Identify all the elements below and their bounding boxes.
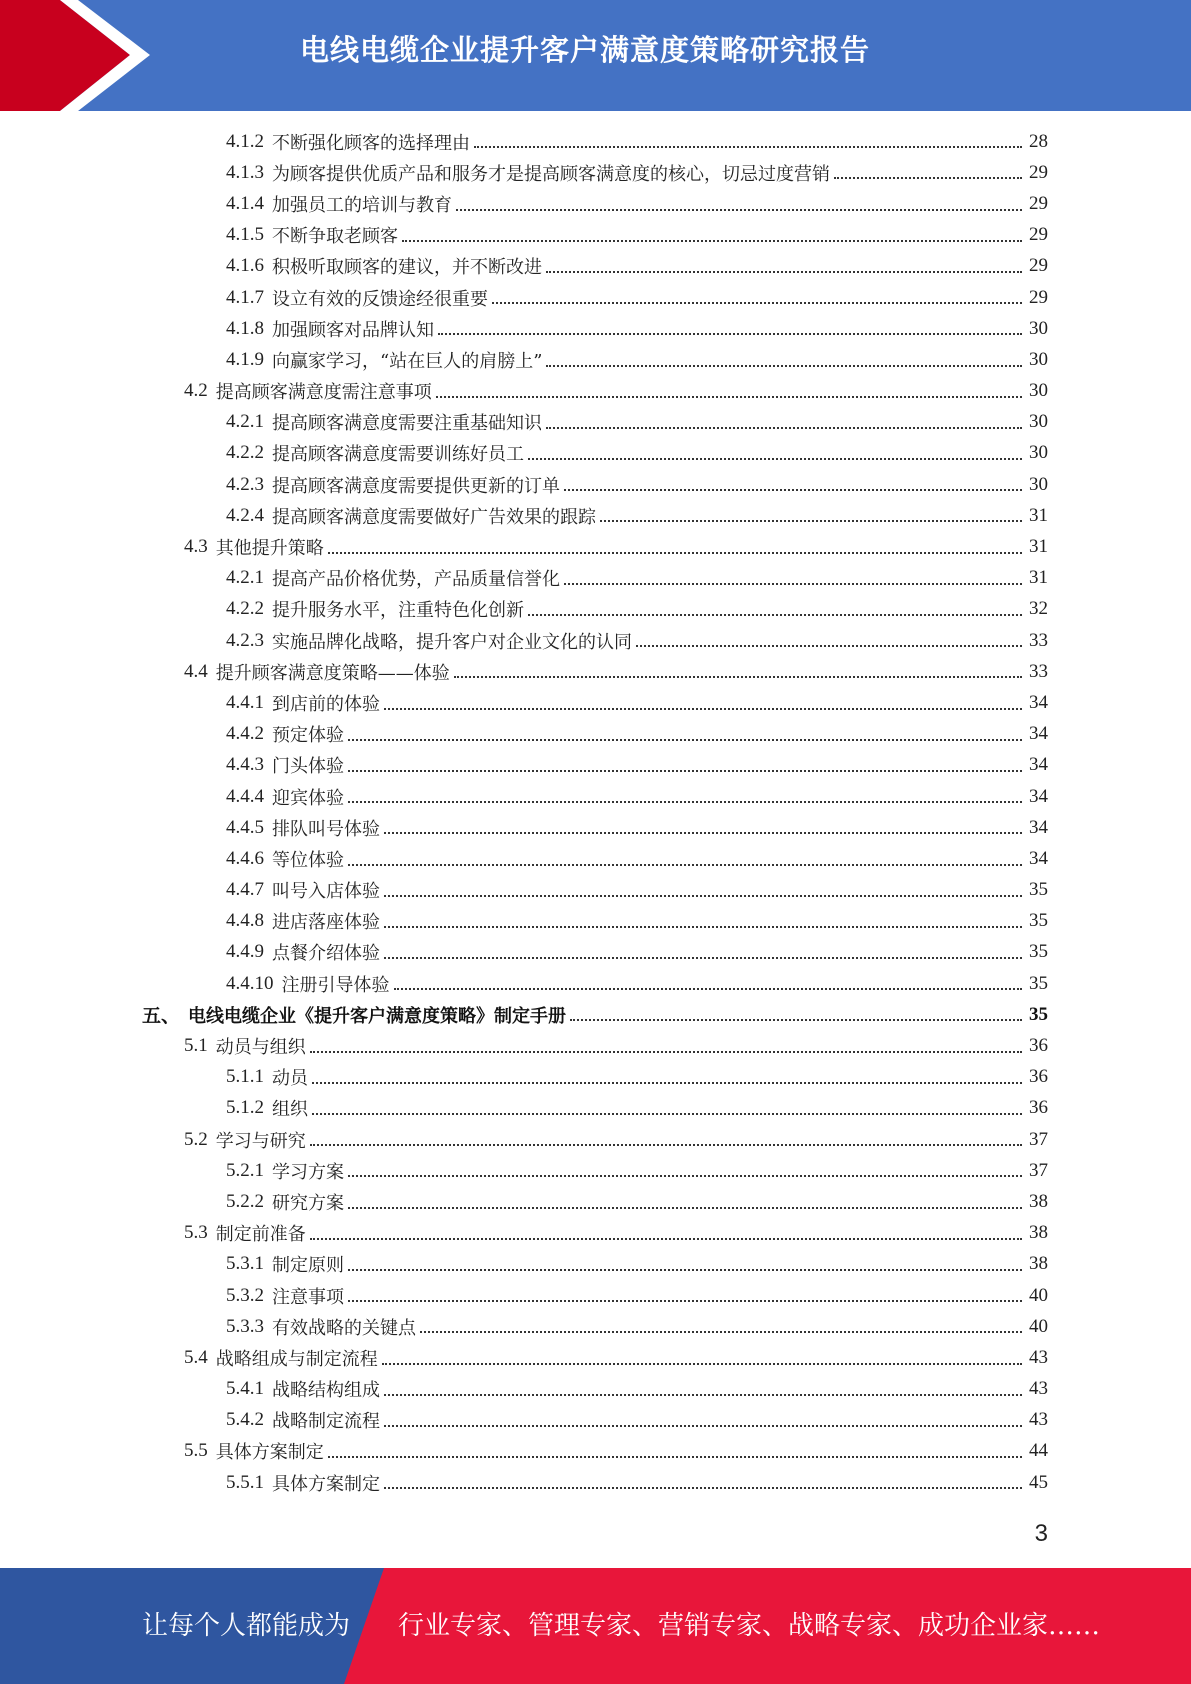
toc-entry-page: 38	[1029, 1253, 1048, 1275]
toc-entry[interactable]	[0, 625, 1191, 656]
toc-dot-leader	[436, 395, 1022, 398]
toc-entry-number: 4.1.5	[226, 224, 264, 246]
toc-entry-title: 实施品牌化战略，提升客户对企业文化的认同	[272, 631, 632, 653]
toc-entry-page: 33	[1029, 629, 1048, 651]
toc-dot-leader	[564, 488, 1022, 491]
toc-entry-title: 战略结构组成	[272, 1380, 380, 1402]
toc-entry-number: 4.4.5	[226, 816, 264, 838]
toc-entry-page: 35	[1029, 972, 1048, 994]
toc-entry-number: 5.3.1	[226, 1253, 264, 1275]
toc-dot-leader	[384, 925, 1022, 928]
toc-entry-page: 35	[1029, 941, 1048, 963]
toc-entry[interactable]	[0, 750, 1191, 781]
toc-entry[interactable]	[0, 438, 1191, 469]
toc-entry-title: 不断争取老顾客	[272, 226, 398, 248]
toc-entry-title: 点餐介绍体验	[272, 943, 380, 965]
toc-entry[interactable]	[0, 1093, 1191, 1124]
toc-entry-number: 5.2.2	[226, 1190, 264, 1212]
toc-entry[interactable]	[0, 282, 1191, 313]
toc-entry-page: 43	[1029, 1409, 1048, 1431]
toc-entry-number: 4.2.3	[226, 473, 264, 495]
toc-entry[interactable]	[0, 251, 1191, 282]
toc-entry[interactable]	[0, 781, 1191, 812]
toc-dot-leader	[328, 1455, 1022, 1458]
toc-entry-page: 40	[1029, 1284, 1048, 1306]
toc-entry-page: 30	[1029, 317, 1048, 339]
toc-entry[interactable]	[0, 157, 1191, 188]
toc-dot-leader	[528, 457, 1022, 460]
toc-entry-title: 为顾客提供优质产品和服务才是提高顾客满意度的核心，切忌过度营销	[272, 163, 830, 185]
toc-entry-number: 4.2.2	[226, 442, 264, 464]
toc-dot-leader	[834, 176, 1022, 179]
toc-entry-number: 5.5.1	[226, 1471, 264, 1493]
toc-entry-page: 30	[1029, 348, 1048, 370]
toc-entry[interactable]	[0, 407, 1191, 438]
toc-entry-page: 36	[1029, 1035, 1048, 1057]
toc-entry-number: 5.3	[184, 1222, 208, 1244]
toc-entry[interactable]	[0, 188, 1191, 219]
toc-entry[interactable]	[0, 1374, 1191, 1405]
toc-entry-number: 4.2.1	[226, 411, 264, 433]
toc-dot-leader	[382, 1362, 1022, 1365]
toc-entry[interactable]	[0, 875, 1191, 906]
toc-entry[interactable]	[0, 563, 1191, 594]
toc-entry[interactable]	[0, 1155, 1191, 1186]
toc-entry-page: 38	[1029, 1190, 1048, 1212]
toc-dot-leader	[348, 800, 1022, 803]
toc-entry-number: 4.4.4	[226, 785, 264, 807]
toc-entry-page: 34	[1029, 816, 1048, 838]
toc-entry-number: 4.4.6	[226, 847, 264, 869]
toc-entry-page: 45	[1029, 1471, 1048, 1493]
toc-dot-leader	[454, 675, 1022, 678]
toc-entry-title: 提高顾客满意度需要注重基础知识	[272, 413, 542, 435]
toc-dot-leader	[384, 1424, 1022, 1427]
toc-entry-number: 4.4.7	[226, 879, 264, 901]
toc-entry-number: 5.3.3	[226, 1315, 264, 1337]
toc-entry-title: 研究方案	[272, 1192, 344, 1214]
toc-entry-title: 等位体验	[272, 849, 344, 871]
toc-entry-number: 5.1	[184, 1035, 208, 1057]
toc-entry-number: 4.4.1	[226, 691, 264, 713]
footer-slogan-left: 让每个人都能成为	[142, 1611, 351, 1641]
toc-dot-leader	[570, 1018, 1022, 1021]
toc-entry-page: 29	[1029, 286, 1048, 308]
document-title: 电线电缆企业提升客户满意度策略研究报告	[300, 33, 871, 67]
toc-entry-page: 29	[1029, 224, 1048, 246]
toc-entry-title: 学习与研究	[215, 1130, 306, 1152]
header-arrow-decoration	[0, 0, 160, 111]
toc-entry-title: 积极听取顾客的建议，并不断改进	[272, 257, 542, 279]
toc-entry-number: 5.4	[184, 1346, 208, 1368]
toc-entry-title: 提升顾客满意度策略——体验	[215, 662, 450, 684]
toc-entry-number: 4.1.4	[226, 192, 264, 214]
toc-entry-number: 5.4.1	[226, 1378, 264, 1400]
toc-entry-page: 29	[1029, 161, 1048, 183]
toc-entry-number: 5.3.2	[226, 1284, 264, 1306]
toc-entry-page: 36	[1029, 1066, 1048, 1088]
toc-entry-number: 5.2.1	[226, 1159, 264, 1181]
toc-entry-title: 学习方案	[272, 1161, 344, 1183]
toc-entry-number: 4.4.9	[226, 941, 264, 963]
toc-entry-page: 31	[1029, 536, 1048, 558]
toc-entry-page: 34	[1029, 754, 1048, 776]
toc-entry-number: 4.2	[184, 380, 208, 402]
toc-entry-page: 34	[1029, 691, 1048, 713]
toc-dot-leader	[384, 1393, 1022, 1396]
toc-dot-leader	[348, 863, 1022, 866]
toc-dot-leader	[348, 769, 1022, 772]
toc-dot-leader	[348, 738, 1022, 741]
toc-entry-title: 其他提升策略	[215, 538, 324, 560]
toc-entry-number: 5.1.1	[226, 1066, 264, 1088]
toc-entry-number: 4.4.3	[226, 754, 264, 776]
toc-entry-page: 29	[1029, 192, 1048, 214]
toc-entry-title: 门头体验	[272, 756, 344, 778]
toc-entry-page: 36	[1029, 1097, 1048, 1119]
toc-entry-title: 向赢家学习，“站在巨人的肩膀上”	[272, 350, 543, 372]
toc-entry-page: 30	[1029, 380, 1048, 402]
toc-entry[interactable]	[0, 719, 1191, 750]
toc-entry-title: 到店前的体验	[272, 693, 380, 715]
toc-entry-title: 组织	[272, 1099, 308, 1121]
toc-entry-title: 有效战略的关键点	[272, 1317, 416, 1339]
toc-dot-leader	[312, 1112, 1022, 1115]
toc-entry-title: 加强顾客对品牌认知	[272, 319, 434, 341]
toc-entry-page: 30	[1029, 473, 1048, 495]
toc-entry-title: 战略组成与制定流程	[215, 1348, 378, 1370]
toc-dot-leader	[384, 956, 1022, 959]
toc-entry[interactable]	[0, 1124, 1191, 1155]
toc-entry-title: 提升服务水平，注重特色化创新	[272, 600, 524, 622]
toc-dot-leader	[384, 1486, 1022, 1489]
toc-entry-number: 4.4.2	[226, 723, 264, 745]
toc-entry-title: 注意事项	[272, 1286, 344, 1308]
toc-entry-page: 43	[1029, 1346, 1048, 1368]
page-header	[0, 0, 1191, 111]
toc-entry-page: 35	[1029, 910, 1048, 932]
toc-entry[interactable]	[0, 1030, 1191, 1061]
toc-dot-leader	[328, 551, 1022, 554]
toc-entry-number: 5.2	[184, 1128, 208, 1150]
toc-entry-page: 35	[1029, 1003, 1048, 1025]
toc-entry-number: 4.1.8	[226, 317, 264, 339]
toc-dot-leader	[384, 894, 1022, 897]
toc-entry-title: 设立有效的反馈途经很重要	[272, 288, 488, 310]
toc-dot-leader	[312, 1081, 1022, 1084]
toc-entry-page: 43	[1029, 1378, 1048, 1400]
toc-entry[interactable]	[0, 1311, 1191, 1342]
toc-entry[interactable]	[0, 500, 1191, 531]
toc-dot-leader	[310, 1050, 1022, 1053]
toc-dot-leader	[348, 1206, 1022, 1209]
toc-entry-page: 31	[1029, 504, 1048, 526]
toc-entry-title: 战略制定流程	[272, 1411, 380, 1433]
toc-entry-page: 37	[1029, 1128, 1048, 1150]
toc-entry-number: 4.2.4	[226, 504, 264, 526]
toc-entry[interactable]	[0, 843, 1191, 874]
toc-entry-number: 5.4.2	[226, 1409, 264, 1431]
toc-entry-title: 制定原则	[272, 1255, 344, 1277]
toc-dot-leader	[348, 1299, 1022, 1302]
toc-entry[interactable]	[0, 1280, 1191, 1311]
toc-entry-title: 动员与组织	[215, 1037, 306, 1059]
toc-entry-number: 五、	[142, 1006, 181, 1028]
toc-entry-title: 预定体验	[272, 725, 344, 747]
toc-entry-page: 31	[1029, 567, 1048, 589]
footer-slogan-right: 行业专家、管理专家、营销专家、战略专家、成功企业家……	[398, 1611, 1101, 1641]
toc-entry-number: 4.1.7	[226, 286, 264, 308]
toc-entry-page: 38	[1029, 1222, 1048, 1244]
toc-entry[interactable]	[0, 1062, 1191, 1093]
toc-entry-title: 具体方案制定	[215, 1442, 324, 1464]
toc-dot-leader	[546, 364, 1022, 367]
toc-entry-number: 4.2.2	[226, 598, 264, 620]
toc-entry-number: 4.1.6	[226, 255, 264, 277]
toc-dot-leader	[384, 831, 1022, 834]
toc-entry-number: 4.1.9	[226, 348, 264, 370]
toc-dot-leader	[546, 270, 1022, 273]
toc-dot-leader	[394, 987, 1023, 990]
toc-entry[interactable]	[0, 313, 1191, 344]
toc-entry-title: 迎宾体验	[272, 787, 344, 809]
page-footer	[0, 1568, 1191, 1684]
toc-entry-page: 33	[1029, 660, 1048, 682]
toc-entry-number: 4.2.3	[226, 629, 264, 651]
toc-entry[interactable]	[0, 1342, 1191, 1373]
toc-entry-page: 30	[1029, 411, 1048, 433]
toc-entry-page: 29	[1029, 255, 1048, 277]
toc-entry-number: 4.4	[184, 660, 208, 682]
toc-entry-title: 注册引导体验	[281, 974, 390, 996]
toc-entry[interactable]	[0, 656, 1191, 687]
toc-entry-title: 制定前准备	[215, 1224, 306, 1246]
toc-dot-leader	[528, 613, 1022, 616]
toc-entry[interactable]	[0, 594, 1191, 625]
toc-dot-leader	[474, 145, 1022, 148]
toc-entry-number: 4.1.2	[226, 130, 264, 152]
toc-entry-page: 35	[1029, 879, 1048, 901]
toc-entry[interactable]	[0, 126, 1191, 157]
toc-entry[interactable]	[0, 1405, 1191, 1436]
toc-entry-page: 37	[1029, 1159, 1048, 1181]
toc-entry-number: 4.3	[184, 536, 208, 558]
toc-entry[interactable]	[0, 1249, 1191, 1280]
page-number: 3	[1034, 1520, 1048, 1547]
toc-entry-number: 5.5	[184, 1440, 208, 1462]
toc-entry-title: 进店落座体验	[272, 912, 380, 934]
toc-entry[interactable]	[0, 1186, 1191, 1217]
toc-entry-page: 34	[1029, 785, 1048, 807]
toc-dot-leader	[402, 239, 1022, 242]
toc-entry[interactable]	[0, 687, 1191, 718]
toc-dot-leader	[310, 1237, 1022, 1240]
toc-entry-title: 具体方案制定	[272, 1473, 380, 1495]
toc-entry-number: 5.1.2	[226, 1097, 264, 1119]
toc-entry-title: 提高顾客满意度需要做好广告效果的跟踪	[272, 506, 596, 528]
toc-entry-title: 加强员工的培训与教育	[272, 194, 452, 216]
toc-entry[interactable]	[0, 220, 1191, 251]
toc-dot-leader	[600, 519, 1022, 522]
toc-entry-title: 提高顾客满意度需要训练好员工	[272, 444, 524, 466]
toc-dot-leader	[492, 301, 1022, 304]
toc-entry-number: 4.2.1	[226, 567, 264, 589]
toc-entry-page: 30	[1029, 442, 1048, 464]
toc-entry-page: 34	[1029, 723, 1048, 745]
toc-dot-leader	[438, 332, 1022, 335]
toc-entry[interactable]	[0, 344, 1191, 375]
toc-entry[interactable]	[0, 937, 1191, 968]
toc-dot-leader	[564, 582, 1022, 585]
toc-dot-leader	[348, 1268, 1022, 1271]
toc-entry-number: 4.4.10	[226, 972, 274, 994]
toc-entry-number: 4.1.3	[226, 161, 264, 183]
toc-dot-leader	[636, 644, 1022, 647]
toc-entry-title: 提高顾客满意度需要提供更新的订单	[272, 475, 560, 497]
toc-entry[interactable]	[0, 1218, 1191, 1249]
toc-entry-page: 40	[1029, 1315, 1048, 1337]
toc-dot-leader	[546, 426, 1022, 429]
toc-entry[interactable]	[0, 531, 1191, 562]
toc-entry-title: 电线电缆企业《提升客户满意度策略》制定手册	[188, 1005, 567, 1027]
toc-entry-title: 排队叫号体验	[272, 818, 380, 840]
toc-entry[interactable]	[0, 999, 1191, 1030]
toc-entry-title: 叫号入店体验	[272, 881, 380, 903]
toc-entry-title: 动员	[272, 1068, 308, 1090]
toc-entry-page: 28	[1029, 130, 1048, 152]
toc-dot-leader	[456, 208, 1022, 211]
toc-entry[interactable]	[0, 968, 1191, 999]
toc-entry[interactable]	[0, 812, 1191, 843]
toc-dot-leader	[348, 1174, 1022, 1177]
toc-entry[interactable]	[0, 1467, 1191, 1498]
toc-entry-page: 32	[1029, 598, 1048, 620]
toc-dot-leader	[310, 1143, 1022, 1146]
toc-entry-page: 34	[1029, 847, 1048, 869]
toc-entry[interactable]	[0, 469, 1191, 500]
table-of-contents	[0, 126, 1191, 1498]
toc-entry[interactable]	[0, 1436, 1191, 1467]
toc-entry-title: 提高产品价格优势，产品质量信誉化	[272, 569, 560, 591]
toc-dot-leader	[384, 707, 1022, 710]
toc-entry-number: 4.4.8	[226, 910, 264, 932]
toc-entry-page: 44	[1029, 1440, 1048, 1462]
toc-entry[interactable]	[0, 376, 1191, 407]
toc-entry-title: 提高顾客满意度需注意事项	[215, 382, 432, 404]
toc-dot-leader	[420, 1330, 1022, 1333]
toc-entry-title: 不断强化顾客的选择理由	[272, 132, 470, 154]
toc-entry[interactable]	[0, 906, 1191, 937]
